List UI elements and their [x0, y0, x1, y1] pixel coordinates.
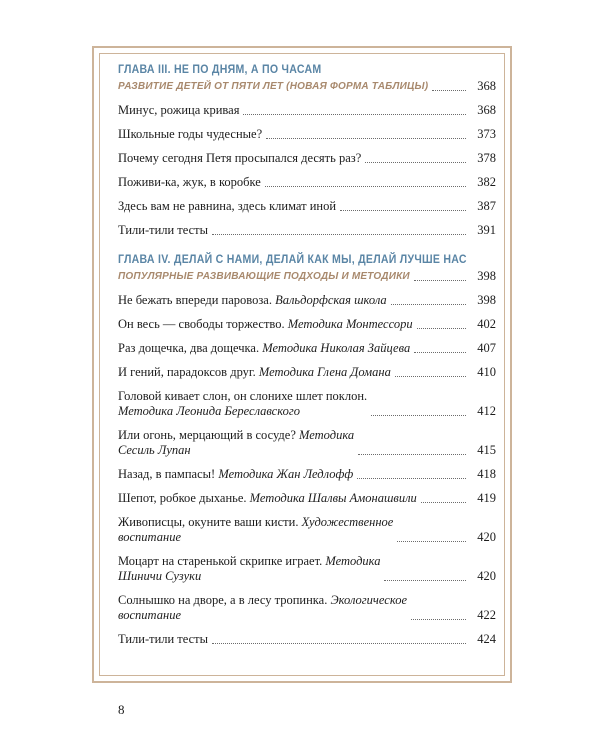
dot-leader — [384, 579, 466, 581]
chapter-3 — [118, 62, 496, 238]
page-ref: 398 — [477, 293, 496, 307]
page-ref: 412 — [477, 404, 496, 418]
page-ref: 422 — [477, 608, 496, 622]
toc-entry[interactable] — [118, 482, 496, 506]
toc-entry[interactable] — [118, 419, 496, 458]
page-ref: 391 — [477, 223, 496, 237]
page-ref: 373 — [477, 127, 496, 141]
toc-entry[interactable] — [118, 190, 496, 214]
dot-leader — [432, 89, 466, 91]
page-ref: 420 — [477, 530, 496, 544]
entry-title: Почему сегодня Петя просыпался десять раз? — [118, 151, 362, 165]
page-ref: 368 — [477, 103, 496, 117]
chapter-subtitle-entry[interactable] — [118, 77, 496, 94]
toc-entry[interactable] — [118, 118, 496, 142]
chapter-title: ГЛАВА IV. ДЕЛАЙ С НАМИ, ДЕЛАЙ КАК МЫ, ДЕЛАЙ ЛУЧШЕ НАС — [118, 252, 467, 266]
entry-title: И гений, парадоксов друг. Методика Глена Домана — [118, 365, 391, 379]
toc-entry[interactable] — [118, 623, 496, 647]
page-ref: 402 — [477, 317, 496, 331]
dot-leader — [391, 303, 466, 305]
page-ref: 418 — [477, 467, 496, 481]
dot-leader — [340, 209, 466, 211]
chapter-title: ГЛАВА III. НЕ ПО ДНЯМ, А ПО ЧАСАМ — [118, 62, 322, 76]
toc-entry[interactable] — [118, 332, 496, 356]
page-ref: 420 — [477, 569, 496, 583]
page-number: 8 — [118, 702, 125, 717]
page-ref: 398 — [477, 269, 496, 283]
toc-entry[interactable] — [118, 506, 496, 545]
entry-title: Солнышко на дворе, а в лесу тропинка. Экологическое воспитание — [118, 593, 407, 622]
dot-leader — [212, 233, 466, 235]
toc-entry[interactable] — [118, 458, 496, 482]
toc-entry[interactable] — [118, 308, 496, 332]
chapter-subtitle-entry[interactable] — [118, 267, 496, 284]
dot-leader — [395, 375, 466, 377]
toc-entry[interactable] — [118, 545, 496, 584]
entry-title: Минус, рожица кривая — [118, 103, 240, 117]
entry-title: Тили-тили тесты — [118, 223, 209, 237]
dot-leader — [397, 540, 466, 542]
table-of-contents — [118, 62, 496, 661]
dot-leader — [365, 161, 466, 163]
toc-entry[interactable] — [118, 214, 496, 238]
entry-title: Здесь вам не равнина, здесь климат иной — [118, 199, 337, 213]
entry-title: Он весь — свободы торжество. Методика Монтессори — [118, 317, 413, 331]
page-ref: 407 — [477, 341, 496, 355]
page-ref: 419 — [477, 491, 496, 505]
chapter-4 — [118, 252, 496, 647]
toc-entry[interactable] — [118, 380, 496, 419]
page-ref: 424 — [477, 632, 496, 646]
entry-title: Поживи-ка, жук, в коробке — [118, 175, 261, 189]
entry-title: Школьные годы чудесные? — [118, 127, 263, 141]
entry-title: Тили-тили тесты — [118, 632, 209, 646]
dot-leader — [411, 618, 466, 620]
page-ref: 378 — [477, 151, 496, 165]
dot-leader — [266, 137, 466, 139]
page-ref: 415 — [477, 443, 496, 457]
dot-leader — [414, 279, 466, 281]
entry-title: Живописцы, окуните ваши кисти. Художественное воспитание — [118, 515, 394, 544]
dot-leader — [357, 477, 466, 479]
chapter-subtitle: ПОПУЛЯРНЫЕ РАЗВИВАЮЩИЕ ПОДХОДЫ И МЕТОДИКИ — [118, 271, 410, 282]
toc-entry[interactable] — [118, 584, 496, 623]
dot-leader — [414, 351, 466, 353]
toc-entry[interactable] — [118, 166, 496, 190]
dot-leader — [358, 453, 466, 455]
page-ref: 387 — [477, 199, 496, 213]
entry-title: Или огонь, мерцающий в сосуде? Методика Сесиль Лупан — [118, 428, 355, 457]
dot-leader — [421, 501, 466, 503]
dot-leader — [243, 113, 466, 115]
entry-title: Не бежать впереди паровоза. Вальдорфская школа — [118, 293, 387, 307]
dot-leader — [417, 327, 466, 329]
dot-leader — [212, 642, 466, 644]
dot-leader — [371, 414, 466, 416]
toc-entry[interactable] — [118, 356, 496, 380]
chapter-subtitle: РАЗВИТИЕ ДЕТЕЙ ОТ ПЯТИ ЛЕТ (НОВАЯ ФОРМА ТАБЛИЦЫ) — [118, 81, 429, 92]
entry-title: Шепот, робкое дыханье. Методика Шалвы Амонашвили — [118, 491, 417, 505]
toc-entry[interactable] — [118, 142, 496, 166]
toc-entry[interactable] — [118, 94, 496, 118]
entry-title: Моцарт на старенькой скрипке играет. Методика Шиничи Сузуки — [118, 554, 381, 583]
page-ref: 382 — [477, 175, 496, 189]
page-ref: 368 — [477, 79, 496, 93]
toc-entry[interactable] — [118, 284, 496, 308]
dot-leader — [265, 185, 466, 187]
entry-title: Головой кивает слон, он слонихе шлет поклон. Методика Леонида Береславского — [118, 389, 368, 418]
page-ref: 410 — [477, 365, 496, 379]
entry-title: Раз дощечка, два дощечка. Методика Николая Зайцева — [118, 341, 411, 355]
entry-title: Назад, в пампасы! Методика Жан Ледлофф — [118, 467, 354, 481]
